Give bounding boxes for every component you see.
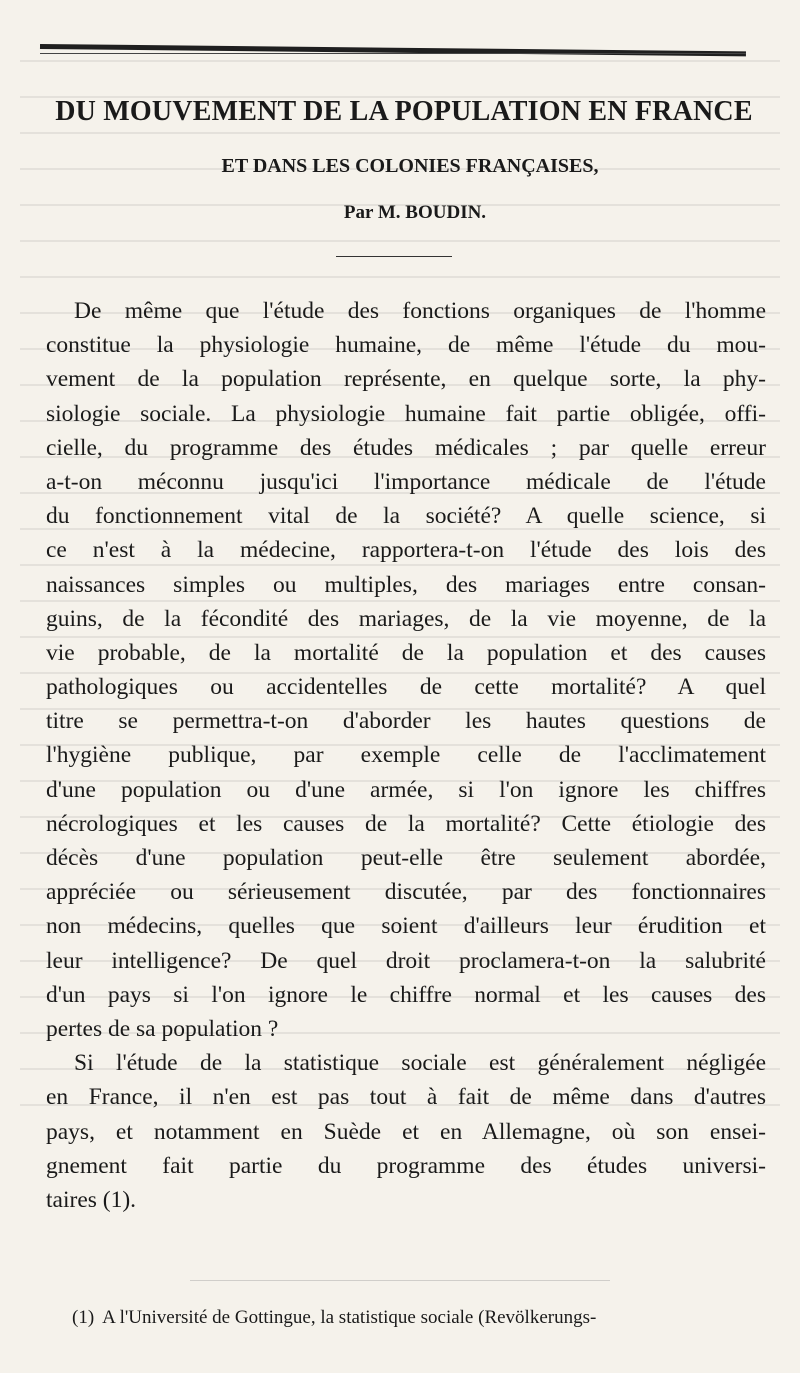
- body-line: d'une population ou d'une armée, si l'on ignore les chiffres: [46, 776, 766, 803]
- body-line: cielle, du programme des études médicales ; par quelle erreur: [46, 434, 766, 461]
- footnote: [72, 1305, 768, 1331]
- body-line: a-t-on méconnu jusqu'ici l'importance médicale de l'étude: [46, 468, 766, 495]
- body-line: ce n'est à la médecine, rapportera-t-on l'étude des lois des: [46, 537, 766, 564]
- body-line: en France, il n'en est pas tout à fait de même dans d'autres: [46, 1084, 766, 1111]
- body-line: d'un pays si l'on ignore le chiffre normal et les causes des: [46, 981, 766, 1008]
- footnote-divider: [190, 1280, 610, 1281]
- article-title: DU MOUVEMENT DE LA POPULATION EN FRANCE: [55, 96, 753, 127]
- article-subtitle: ET DANS LES COLONIES FRANÇAISES,: [221, 155, 599, 177]
- body-line: l'hygiène publique, par exemple celle de l'acclimatement: [46, 742, 766, 769]
- body-line: nécrologiques et les causes de la mortalité? Cette étiologie des: [46, 810, 766, 837]
- body-line: décès d'une population peut-elle être seulement abordée,: [46, 845, 766, 871]
- body-line: Si l'étude de la statistique sociale est généralement négligée: [74, 1050, 766, 1077]
- article-body: [46, 294, 766, 1217]
- body-line: De même que l'étude des fonctions organiques de l'homme: [74, 298, 766, 324]
- header-rule-thin: [40, 53, 746, 54]
- body-line: titre se permettra-t-on d'aborder les hautes questions de: [46, 708, 766, 735]
- footnote-text: A l'Université de Gottingue, la statistique sociale (Revölkerungs-: [102, 1307, 597, 1328]
- body-line: pathologiques ou accidentelles de cette mortalité? A quel: [46, 674, 766, 701]
- body-line: appréciée ou sérieusement discutée, par des fonctionnaires: [46, 879, 766, 906]
- footnote-marker: (1): [72, 1307, 95, 1328]
- body-line: siologie sociale. La physiologie humaine fait partie obligée, offi-: [46, 400, 766, 427]
- body-line: vie probable, de la mortalité de la population et des causes: [46, 639, 766, 666]
- author-divider: [336, 256, 452, 257]
- body-line: pertes de sa population ?: [46, 1015, 279, 1042]
- body-line: guins, de la fécondité des mariages, de la vie moyenne, de la: [46, 605, 766, 632]
- body-line: constitue la physiologie humaine, de même l'étude du mou-: [46, 332, 766, 359]
- body-line: vement de la population représente, en quelque sorte, la phy-: [46, 366, 766, 393]
- body-line: taires (1).: [46, 1186, 137, 1213]
- article-author: Par M. BOUDIN.: [343, 202, 487, 223]
- header-rule: [40, 44, 746, 56]
- body-line: leur intelligence? De quel droit proclamera-t-on la salubrité: [46, 947, 766, 974]
- body-line: non médecins, quelles que soient d'ailleurs leur érudition et: [46, 913, 766, 940]
- body-line: naissances simples ou multiples, des mariages entre consan-: [46, 571, 766, 598]
- body-line: du fonctionnement vital de la société? A quelle science, si: [46, 503, 766, 530]
- body-line: pays, et notamment en Suède et en Allemagne, où son ensei-: [46, 1118, 766, 1145]
- body-line: gnement fait partie du programme des études universi-: [46, 1152, 766, 1179]
